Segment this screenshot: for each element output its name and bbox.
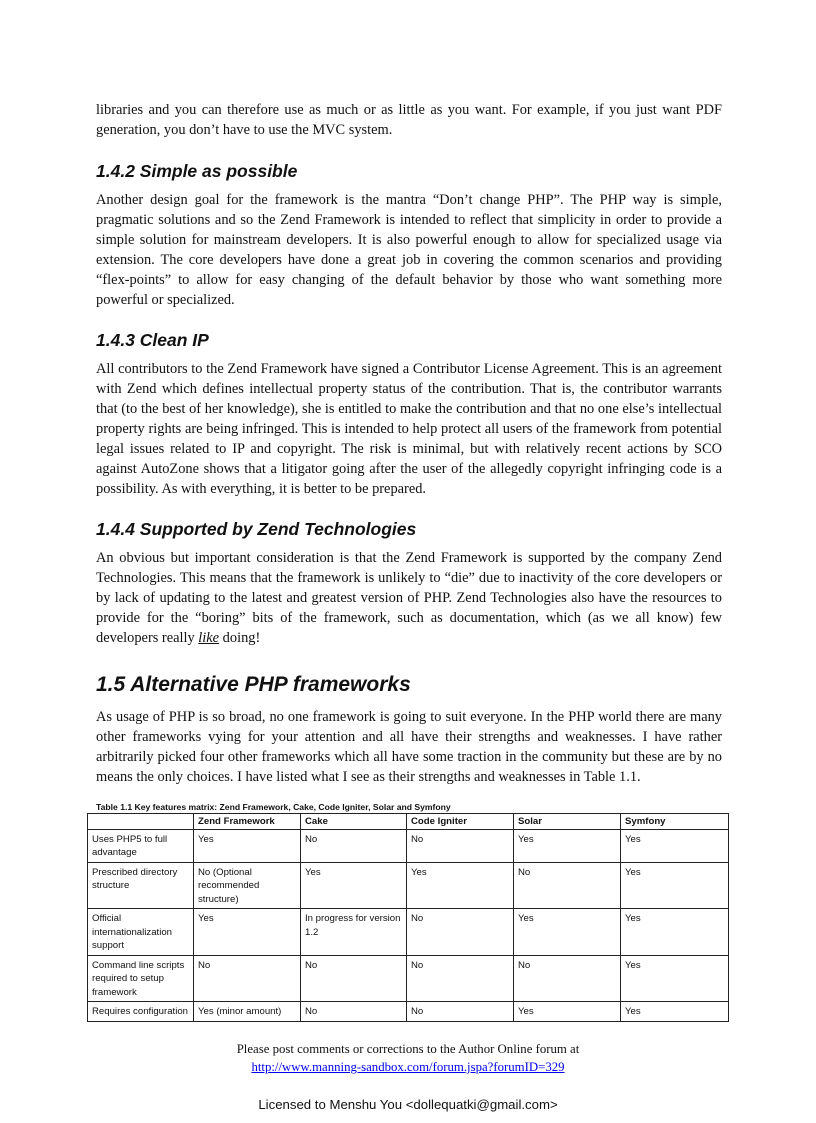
table-cell: Yes xyxy=(621,1002,729,1022)
table-cell: Official internationalization support xyxy=(88,909,194,956)
table-cell: Requires configuration xyxy=(88,1002,194,1022)
table-cell: Yes xyxy=(514,909,621,956)
table-cell: No xyxy=(301,1002,407,1022)
section-1-5-paragraph: As usage of PHP is so broad, no one framework is going to suit everyone. In the PHP world there are many other frameworks vying for your attention and all have their strengths and weaknesses. I have rather arbitrarily picked four other frameworks which all have some traction in the community but these are by no means the only choices. I have listed what I see as their strengths and weaknesses in Table 1.1. xyxy=(96,709,722,785)
emphasis-like: like xyxy=(198,630,220,646)
table-row xyxy=(88,955,729,1002)
table-cell: Yes (minor amount) xyxy=(194,1002,301,1022)
table-header-row xyxy=(88,814,729,830)
table-cell: Yes xyxy=(407,862,514,909)
author-online-text: Please post comments or corrections to the Author Online forum at xyxy=(236,1042,580,1056)
table-caption: Table 1.1 Key features matrix: Zend Framework, Cake, Code Igniter, Solar and Symfony xyxy=(96,802,451,812)
table-cell: No xyxy=(301,829,407,862)
table-cell: Yes xyxy=(194,829,301,862)
table-cell: No (Optional recommended structure) xyxy=(194,862,301,909)
section-1-4-4-heading: 1.4.4 Supported by Zend Technologies xyxy=(96,519,417,539)
table-cell: Yes xyxy=(621,829,729,862)
page-content xyxy=(92,100,722,1022)
section-1-4-3-heading: 1.4.3 Clean IP xyxy=(96,330,209,350)
section-1-4-4-text-a: An obvious but important consideration is that the Zend Framework is supported by the company Zend Technologies. This means that the framework is unlikely to “die” due to inactivity of the core developers or by lack of updating to the latest and greatest version of PHP. Zend Technologies also have the resources to provide for the “boring” bits of the framework, such as documentation, which (as we all know) few developers really xyxy=(96,550,722,646)
table-cell: No xyxy=(407,829,514,862)
section-1-4-4-text-b: doing! xyxy=(219,630,261,646)
table-row xyxy=(88,862,729,909)
table-cell: Command line scripts required to setup framework xyxy=(88,955,194,1002)
license-footer: Licensed to Menshu You <dollequatki@gmail.com> xyxy=(258,1097,558,1112)
table-cell: No xyxy=(194,955,301,1002)
intro-continuation-paragraph: libraries and you can therefore use as much or as little as you want. For example, if you just want PDF generation, you don’t have to use the MVC system. xyxy=(96,102,722,138)
table-cell: Prescribed directory structure xyxy=(88,862,194,909)
table-cell: Yes xyxy=(621,909,729,956)
table-cell: No xyxy=(514,955,621,1002)
section-1-4-2-heading: 1.4.2 Simple as possible xyxy=(96,161,298,181)
header-cell: Code Igniter xyxy=(407,814,514,830)
table-cell: No xyxy=(407,955,514,1002)
table-cell: No xyxy=(407,1002,514,1022)
header-cell xyxy=(88,814,194,830)
header-cell: Solar xyxy=(514,814,621,830)
table-cell: Yes xyxy=(514,1002,621,1022)
table-cell: Yes xyxy=(621,955,729,1002)
forum-link[interactable]: http://www.manning-sandbox.com/forum.jspa?forumID=329 xyxy=(251,1060,565,1074)
section-1-4-3-paragraph: All contributors to the Zend Framework have signed a Contributor License Agreement. This is an agreement with Zend which defines intellectual property status of the contribution. That is, the contributor warrants that (to the best of her knowledge), she is entitled to make the contribution and that no one else’s intellectual property rights are being infringed. This is intended to help protect all users of the framework from potential legal issues related to IP and copyright. The risk is minimal, but with relatively recent actions by SCO against AutoZone shows that a litigator going after the user of the allegedly copyright infringing code is a possibility. As with everything, it is better to be prepared. xyxy=(96,361,722,497)
table-row xyxy=(88,829,729,862)
table-cell: No xyxy=(514,862,621,909)
table-cell: Yes xyxy=(301,862,407,909)
header-cell: Symfony xyxy=(621,814,729,830)
section-1-5-heading: 1.5 Alternative PHP frameworks xyxy=(96,673,411,696)
author-online-note xyxy=(96,1040,720,1076)
table-cell: Yes xyxy=(514,829,621,862)
header-cell: Zend Framework xyxy=(194,814,301,830)
table-cell: Yes xyxy=(621,862,729,909)
table-row xyxy=(88,1002,729,1022)
section-1-4-2-paragraph: Another design goal for the framework is the mantra “Don’t change PHP”. The PHP way is simple, pragmatic solutions and so the Zend Framework is intended to reflect that simplicity in order to provide a simple solution for mainstream developers. It is also powerful enough to allow for specialized usage via extension. The core developers have done a great job in covering the common scenarios and providing “flex-points” to allow for easy changing of the default behavior by those who want something more powerful or specialized. xyxy=(96,192,722,308)
table-cell: Yes xyxy=(194,909,301,956)
table-cell: No xyxy=(301,955,407,1002)
features-table xyxy=(87,813,729,1022)
section-1-4-4-paragraph xyxy=(96,548,722,648)
header-cell: Cake xyxy=(301,814,407,830)
table-cell: In progress for version 1.2 xyxy=(301,909,407,956)
table-cell: Uses PHP5 to full advantage xyxy=(88,829,194,862)
table-row xyxy=(88,909,729,956)
table-cell: No xyxy=(407,909,514,956)
